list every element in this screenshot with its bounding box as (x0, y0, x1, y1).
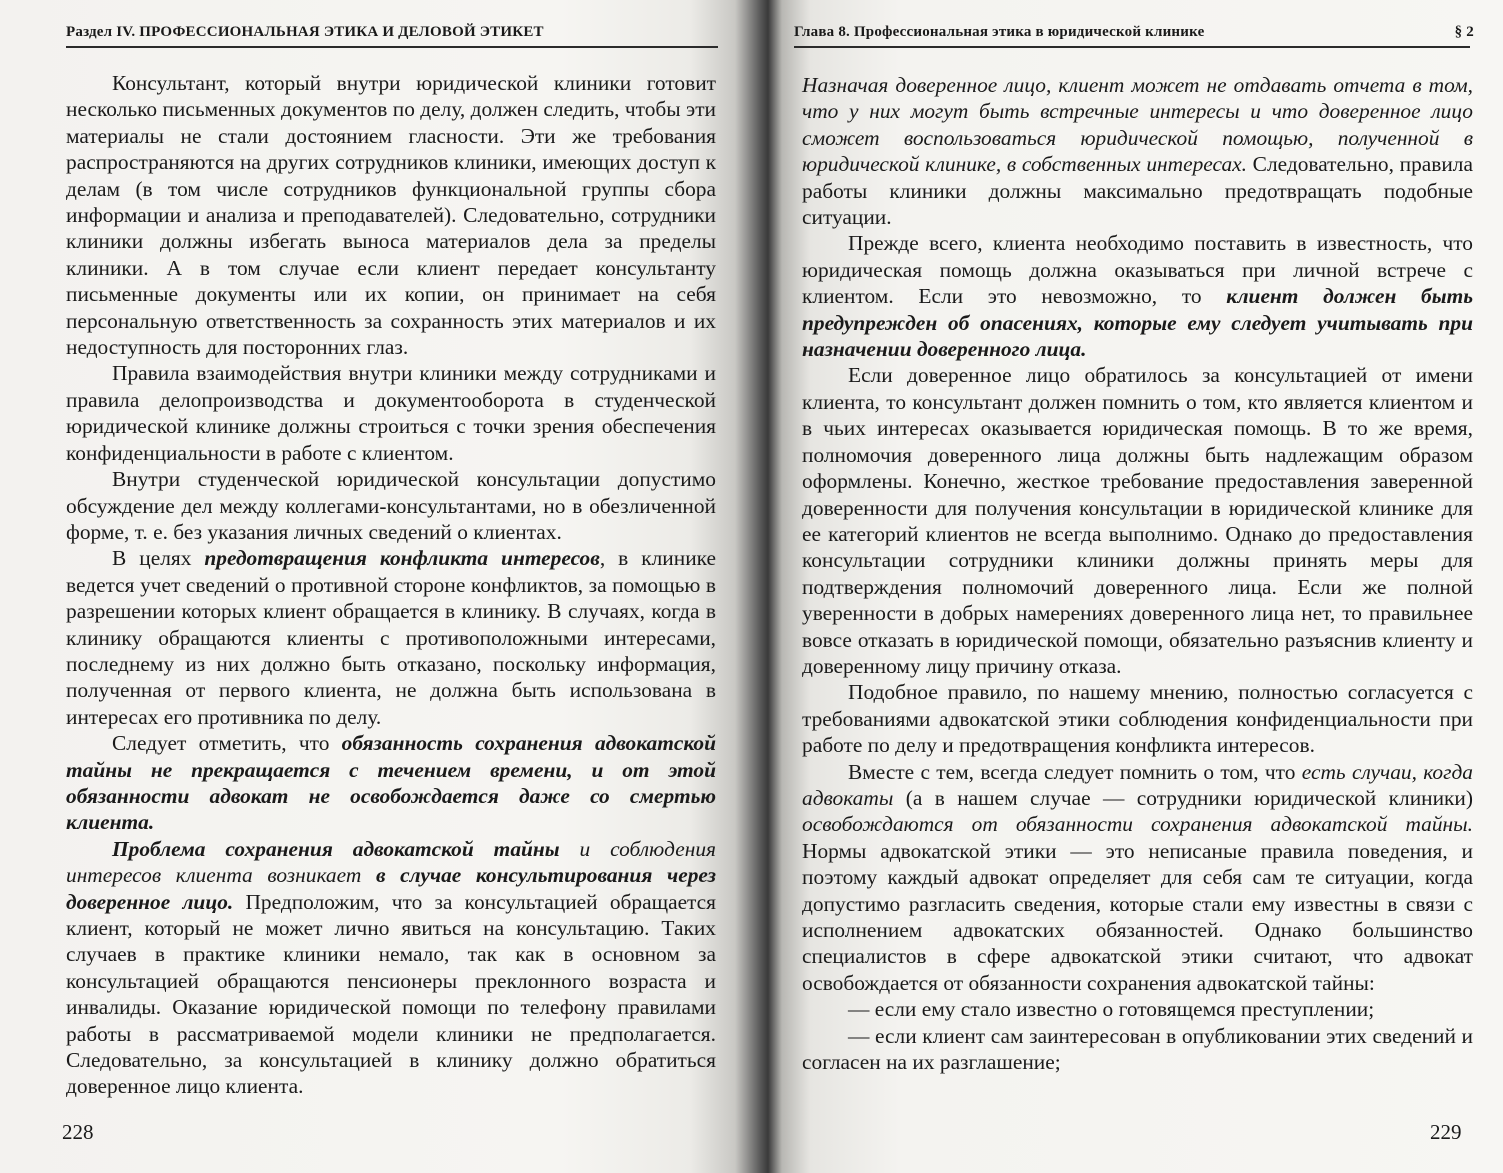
header-rule-left (66, 46, 718, 48)
italic-text: Назначая доверенное лицо, клиент может не отдавать отчета в том, что у них могут быть встречные интересы и что доверенное лицо сможет воспользоваться юридической помощью, полученной в юридической клинике, в собственных интересах. (802, 73, 1473, 177)
text-run: Следует отметить, что (112, 731, 342, 756)
running-head-left (66, 24, 716, 41)
text-run: , в клинике ведется учет сведений о противной стороне конфликтов, за помощью в разрешении которых клиент обращается в клинику. В случаях, когда в клинику обращаются клиенты с противоположными интересами, последнему из них должно быть отказано, поскольку информация, полученная от первого клиента, не должна быть использована в интересах его противника по делу. (66, 546, 716, 729)
paragraph (66, 730, 716, 836)
emphasis: предотвращения конфликта интересов (204, 546, 600, 571)
page-number-left: 228 (62, 1120, 94, 1144)
paragraph (802, 230, 1473, 362)
list-item: — если клиент сам заинтересован в опубликовании этих сведений и согласен на их разглашение; (802, 1023, 1473, 1075)
paragraph (802, 72, 1473, 230)
running-head-right-text: Глава 8. Профессиональная этика в юридической клинике (794, 24, 1205, 40)
emphasis: обязанность сохранения адвокатской тайны не прекращается с течением времени, и от этой обязанности адвокат не освобождается даже со смертью клиента. (66, 731, 716, 835)
paragraph: Подобное правило, по нашему мнению, полностью согласуется с требованиями адвокатской этики соблюдения конфиденциальности при работе по делу и предотвращения конфликта интересов. (802, 680, 1473, 758)
text-run: В целях (112, 546, 205, 571)
text-run: (а в нашем случае — сотрудники юридической клиники) (893, 785, 1473, 810)
paragraph (66, 545, 716, 730)
page-number-right: 229 (1430, 1120, 1462, 1144)
text-run: Вместе с тем, всегда следует помнить о том, что (848, 759, 1302, 784)
left-page (0, 0, 750, 1173)
list-item: — если ему стало известно о готовящемся преступлении; (848, 997, 1375, 1022)
running-head-right (794, 24, 1474, 41)
italic-text: есть случаи, когда адвокаты (802, 759, 1473, 810)
running-head-left-text: Раздел IV. ПРОФЕССИОНАЛЬНАЯ ЭТИКА И ДЕЛОВОЙ ЭТИКЕТ (66, 24, 544, 40)
paragraph: Если доверенное лицо обратилось за консультацией от имени клиента, то консультант должен помнить о том, кто является клиентом и в чьих интересах оказывается юридическая помощь. В то же время, полномочия доверенного лица должны быть надлежащим образом оформлены. Конечно, жесткое требование предоставления заверенной доверенности для получения консультации в юридической клинике для ее категорий клиентов не всегда выполнимо. Однако до предоставления консультации сотрудники клиники должны принять меры для подтверждения полномочий доверенного лица. Если же полной уверенности в добрых намерениях доверенного лица нет, то правильнее вовсе отказать в юридической помощи, обязательно разъяснив клиенту и доверенному лицу причину отказа. (802, 363, 1473, 678)
emphasis: в случае консультирования через доверенное лицо. (66, 863, 716, 914)
italic-text: освобождаются от обязанности сохранения адвокатской тайны. (802, 812, 1473, 837)
right-page-body (802, 72, 1473, 1075)
italic-text: и соблюдения интересов клиента возникает (66, 836, 716, 888)
paragraph (66, 836, 716, 1100)
section-mark: § 2 (1454, 24, 1474, 40)
text-run: Следовательно, правила работы клиники должны максимально предотвращать подобные ситуации. (802, 152, 1473, 230)
emphasis: Проблема сохранения адвокатской тайны (112, 836, 560, 861)
paragraph: Консультант, который внутри юридической клиники готовит несколько письменных документов по делу, должен следить, чтобы эти материалы не стали достоянием гласности. Эти же требования распространяются на других сотрудников клиники, имеющих доступ к делам (в том числе сотрудников функциональной группы сбора информации и анализа и преподавателей). Следовательно, сотрудники клиники должны избегать выноса материалов дела за пределы клиники. А в том случае если клиент передает консультанту письменные документы или их копии, он принимает на себя персональную ответственность за сохранность этих материалов и их недоступность для посторонних глаз. (66, 71, 716, 360)
right-page (770, 0, 1503, 1173)
left-page-body (66, 70, 716, 1100)
paragraph: Правила взаимодействия внутри клиники между сотрудниками и правила делопроизводства и документооборота в студенческой юридической клинике должны строиться с точки зрения обеспечения конфиденциальности в работе с клиентом. (66, 361, 716, 465)
paragraph: Внутри студенческой юридической консультации допустимо обсуждение дел между коллегами-консультантами, но в обезличенной форме, т. е. без указания личных сведений о клиентах. (66, 467, 716, 544)
paragraph (802, 759, 1473, 997)
text-run: Предположим, что за консультацией обращается клиент, который не может лично явиться на консультацию. Таких случаев в практике клиники немало, так как в основном за консультацией обращаются пенсионеры преклонного возраста и инвалиды. Оказание юридической помощи по телефону правилами работы в рассматриваемой модели клиники не предполагается. Следовательно, за консультацией в клинику должно обратиться доверенное лицо клиента. (66, 889, 717, 1099)
text-run: Прежде всего, клиента необходимо поставить в известность, что юридическая помощь должна оказываться при личной встрече с клиентом. Если это невозможно, то (802, 231, 1473, 309)
header-rule-right (794, 46, 1470, 48)
emphasis: клиент должен быть предупрежден об опасениях, которые ему следует учитывать при назначении доверенного лица. (802, 284, 1473, 362)
text-run: Нормы адвокатской этики — это неписаные правила поведения, и поэтому каждый адвокат определяет для себя сам те ситуации, когда допустимо разгласить сведения, которые стали ему известны в связи с исполнением адвокатских обязанностей. Однако большинство специалистов в сфере адвокатской этики считают, что адвокат освобождается от обязанности сохранения адвокатской тайны: (802, 838, 1473, 995)
